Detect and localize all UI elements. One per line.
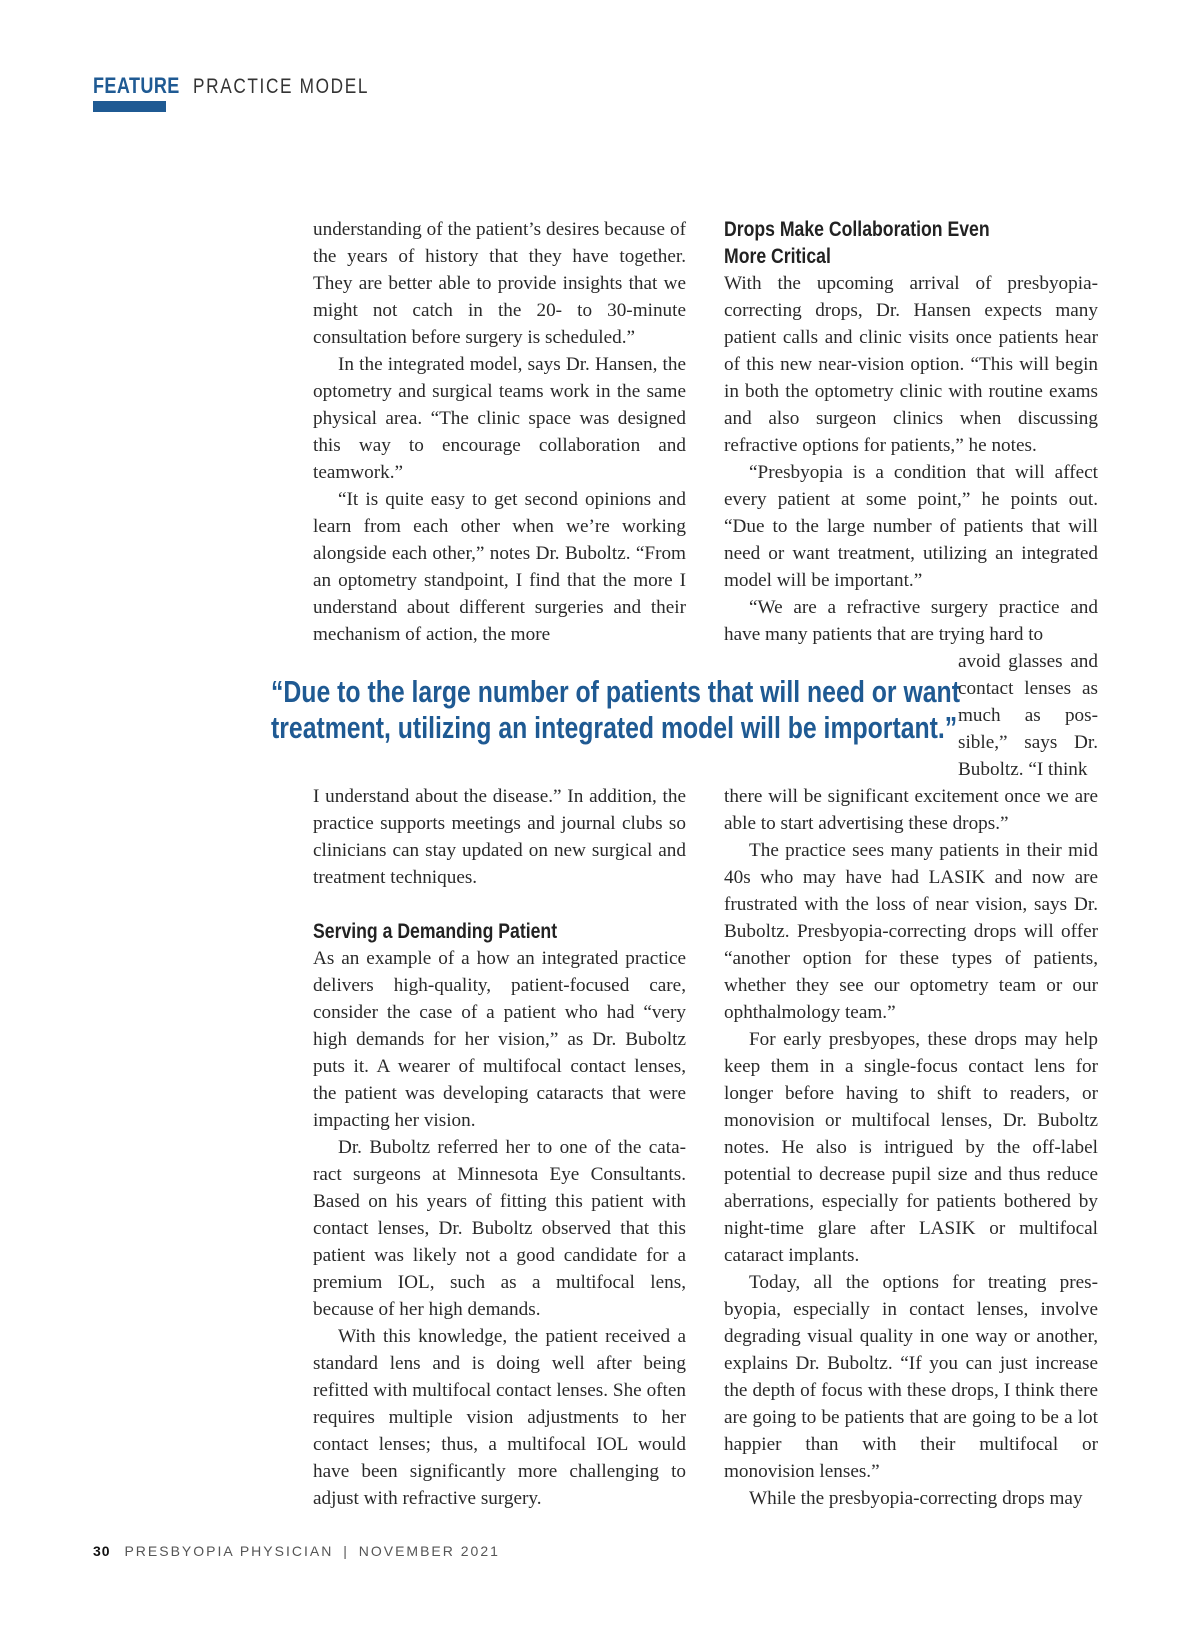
body-paragraph: The practice sees many patients in their mid 40s who may have had LASIK and now are frustrated with the loss of near vision, says Dr. Buboltz. Presbyopia-correcting drops will offer “another option for these types of patients, whether they see our optometry team or our ophthalmology team.” [724,840,1098,1023]
right-wrap-text [958,648,1098,783]
pull-quote-line: “Due to the large number of patients that will need or want [271,674,960,709]
feature-kicker: FEATURE [93,73,180,98]
body-paragraph: there will be significant excitement once we are able to start advertising these drops.” [724,786,1098,834]
body-paragraph: Today, all the options for treating presbyopia, especially in contact lenses, involve degrading visual quality in one way or another, explains Dr. Buboltz. “If you can just increase the depth of focus with these drops, I think there are going to be patients that are going to be a lot happier than with their multifocal or monovision lenses.” [724,1272,1098,1482]
left-column-top [313,216,686,648]
body-paragraph: understanding of the patient’s desires because of the years of history that they have together. They are better able to provide insights that we might not catch in the 20- to 30-minute consultation before surgery is scheduled.” [313,219,686,348]
page-number: 30 [93,1543,111,1559]
issue-date: NOVEMBER 2021 [358,1543,500,1559]
section-label: PRACTICE MODEL [192,75,369,98]
pull-quote-line: treatment, utilizing an integrated model will be important.” [271,710,958,745]
header-accent-bar [93,101,166,112]
body-paragraph: “It is quite easy to get second opinions and learn from each other when we’re working alongside each other,” notes Dr. Buboltz. “From an optometry standpoint, I find that the more I understand about different surgeries and their mechanism of action, the more [313,489,686,645]
body-paragraph: For early presbyopes, these drops may help keep them in a single-focus contact lens for longer before having to shift to readers, or monovision or multifocal lenses, Dr. Buboltz notes. He also is intrigued by the off-label potential to decrease pupil size and thus reduce aberrations, especially for patients bothered by night-time glare after LASIK or multifocal cataract implants. [724,1029,1098,1266]
right-column-bottom [724,783,1098,1512]
body-paragraph: As an example of a how an integrated practice delivers high-quality, patient-focused care, consider the case of a patient who had “very high demands for her vision,” as Dr. Buboltz puts it. A wearer of multifocal contact lenses, the patient was developing cataracts that were impacting her vision. [313,948,686,1131]
subhead: Serving a Demanding Patient [313,920,558,943]
body-paragraph: While the presbyopia-correcting drops may [749,1488,1083,1509]
body-paragraph: With this knowledge, the patient received a standard lens and is doing well after being refitted with multifocal contact lenses. She often requires multiple vision adjustments to her contact lenses; thus, a multifocal IOL would have been significantly more challenging to adjust with refractive surgery. [313,1326,686,1509]
left-column-bottom [313,783,686,1512]
body-paragraph: In the integrated model, says Dr. Hansen, the optometry and surgical teams work in the same physical area. “The clinic space was designed this way to encourage collaboration and teamwork.” [313,354,686,483]
subhead: Drops Make Collaboration Even [724,218,990,241]
body-paragraph: “Presbyopia is a condition that will affect every patient at some point,” he points out. “Due to the large number of patients that will need or want treatment, utilizing an integrated model will be important.” [724,462,1098,591]
publication-name: PRESBYOPIA PHYSICIAN [124,1543,334,1559]
body-paragraph: I understand about the disease.” In addition, the practice supports meetings and journal clubs so clinicians can stay updated on new surgical and treatment techniques. [313,786,686,888]
body-paragraph: With the upcoming arrival of presbyopia-correcting drops, Dr. Hansen expects many patient calls and clinic visits once patients hear of this new near-vision option. “This will begin in both the optometry clinic with routine exams and also surgeon clinics when discussing refractive options for patients,” he notes. [724,273,1098,456]
body-paragraph: “We are a refractive surgery practice and have many patients that are trying hard to [724,597,1098,645]
subhead: More Critical [724,245,831,268]
page-footer [93,1543,500,1559]
right-column-top [724,216,1098,648]
body-paragraph: avoid glasses and contact lenses as much as possible,” says Dr. Buboltz. “I think [958,651,1098,780]
pull-quote [271,674,960,746]
section-header [93,73,407,99]
footer-separator: | [343,1543,349,1559]
body-paragraph: Dr. Buboltz referred her to one of the cataract surgeons at Minnesota Eye Consultants. Based on his years of fitting this patient with contact lenses, Dr. Buboltz observed that this patient was likely not a good candidate for a premium IOL, such as a multifocal lens, because of her high demands. [313,1137,686,1320]
